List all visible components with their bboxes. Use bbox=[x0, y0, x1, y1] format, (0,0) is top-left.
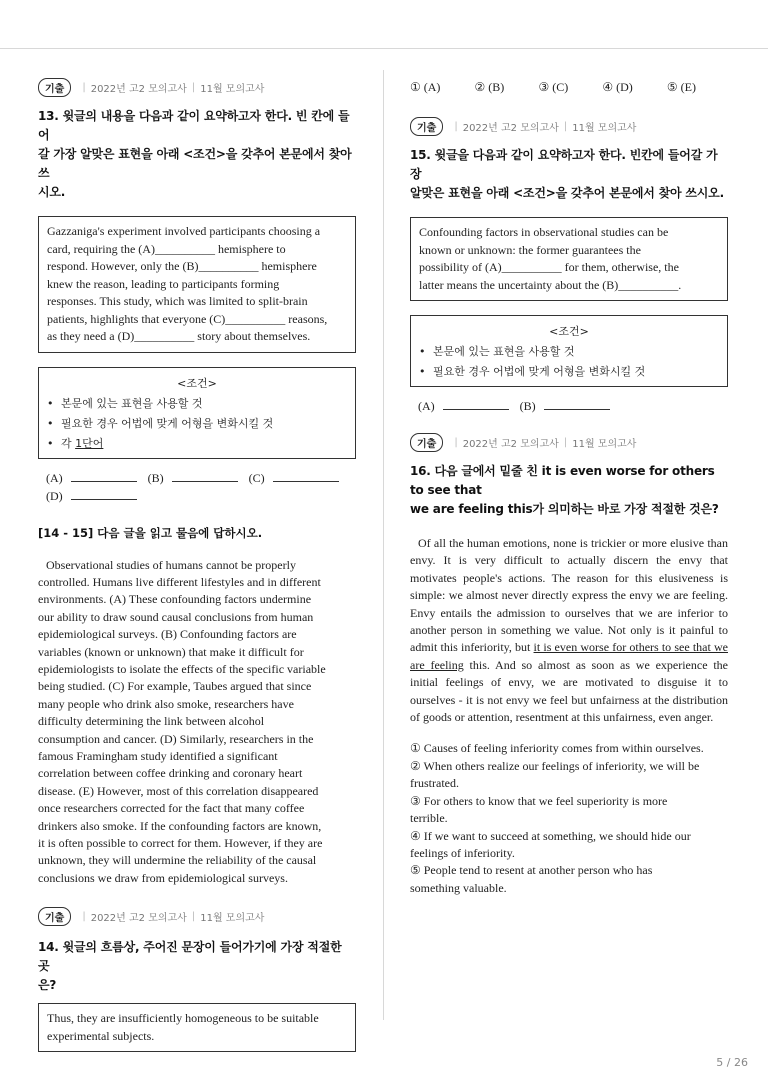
q15-conditions-box bbox=[410, 315, 728, 387]
exam-month: 11월 모의고사 bbox=[200, 84, 265, 95]
exam-badge: 기출 bbox=[410, 433, 443, 452]
q16-question: 16. 다음 글에서 밑줄 친 it is even worse for others to see that we are feeling this가 의미하는 바로 가장 적절한 것은? bbox=[410, 464, 719, 516]
answer-blank-a[interactable] bbox=[443, 399, 509, 410]
choice-1[interactable]: ① (A) bbox=[410, 80, 441, 94]
condition-item: • 본문에 있는 표현을 사용할 것 bbox=[419, 342, 719, 362]
q16-tag: 기출 | 2022년 고2 모의고사 | 11월 모의고사 bbox=[410, 433, 728, 452]
q15-tag: 기출 | 2022년 고2 모의고사 | 11월 모의고사 bbox=[410, 117, 728, 136]
bullet-icon: • bbox=[47, 436, 54, 450]
summary-line: patients, highlights that everyone (C)__________ reasons, bbox=[47, 311, 328, 326]
left-column bbox=[38, 78, 356, 1052]
q15-summary-box: Confounding factors in observational studies can be known or unknown: the former guarantees the possibility of (A)__________ for them, otherwise, the latter means the uncertainty about the (B)__________. bbox=[410, 217, 728, 301]
q13-answer-area: (A) (B) (C) (D) bbox=[38, 469, 356, 505]
condition-item: • 각 1단어 bbox=[47, 434, 347, 454]
q15-answer-area: (A) (B) bbox=[410, 397, 728, 415]
answer-blank-a[interactable] bbox=[71, 471, 137, 482]
exam-badge: 기출 bbox=[38, 907, 71, 926]
option-1[interactable]: ① Causes of feeling inferiority comes from within ourselves. bbox=[410, 741, 704, 756]
q13-tag: 기출 | 2022년 고2 모의고사 | 11월 모의고사 bbox=[38, 78, 356, 97]
q13-question bbox=[38, 107, 356, 202]
question-line: 13. 윗글의 내용을 다음과 같이 요약하고자 한다. 빈 칸에 들어 bbox=[38, 109, 350, 142]
choice-4[interactable]: ④ (D) bbox=[602, 80, 633, 94]
underlined-phrase: it is even worse for others to see that we are feeling bbox=[410, 640, 728, 672]
summary-line: knew the reason, leading to participants forming bbox=[47, 276, 280, 291]
conditions-title: <조건> bbox=[177, 376, 217, 390]
condition-item: • 본문에 있는 표현을 사용할 것 bbox=[47, 394, 347, 414]
question-line: 갈 가장 알맞은 표현을 아래 <조건>을 갖추어 본문에서 찾아 쓰 bbox=[38, 147, 352, 180]
passage-16: Of all the human emotions, none is trickier or more elusive than envy. It is very difficult to actually discern the envy that motivates people's actions. The reason for this elusiveness is simple: we almost never directly express the envy we are feeling. Envy entails the admission to ourselves that we are inferior to another person in something we value. Not only is it painful to admit this inferiority, but it is even worse for others to see that we are feeling this. And so almost as soon as we experience the initial feelings of envy, we are motivated to disguise it to ourselves - it is not envy we feel but unfairness at the distribution of goods or attention, resentment at this unfairness, even anger. bbox=[410, 536, 728, 725]
q14-sentence-box: Thus, they are insufficiently homogeneous to be suitable experimental subjects. bbox=[38, 1003, 356, 1052]
column-divider bbox=[383, 70, 384, 1020]
summary-line: as they need a (D)__________ story about themselves. bbox=[47, 329, 311, 343]
summary-line: responses. This study, which was limited to split-brain bbox=[47, 294, 308, 308]
option-5[interactable]: ⑤ People tend to resent at another person who has something valuable. bbox=[410, 863, 653, 895]
question-line: 시오. bbox=[38, 185, 66, 199]
choice-3[interactable]: ③ (C) bbox=[538, 80, 569, 94]
conditions-title: <조건> bbox=[549, 325, 589, 338]
bullet-icon: • bbox=[47, 396, 54, 410]
option-2[interactable]: ② When others realize our feelings of inferiority, we will be frustrated. bbox=[410, 758, 700, 791]
option-3[interactable]: ③ For others to know that we feel superiority is more terrible. bbox=[410, 793, 668, 826]
option-4[interactable]: ④ If we want to succeed at something, we should hide our feelings of inferiority. bbox=[410, 828, 691, 860]
q16-options bbox=[410, 740, 728, 897]
exam-month: 11월 모의고사 bbox=[572, 439, 637, 450]
answer-blank-b[interactable] bbox=[544, 399, 610, 410]
right-column bbox=[410, 78, 728, 897]
answer-blank-d[interactable] bbox=[71, 489, 137, 500]
condition-item: • 필요한 경우 어법에 맞게 어형을 변화시킬 것 bbox=[419, 362, 719, 382]
exam-badge: 기출 bbox=[410, 117, 443, 136]
summary-line: Gazzaniga's experiment involved participants choosing a bbox=[47, 224, 321, 238]
exam-year: 2022년 고2 모의고사 bbox=[462, 123, 559, 134]
summary-line: card, requiring the (A)__________ hemisphere to bbox=[47, 241, 286, 256]
q14-question: 14. 윗글의 흐름상, 주어진 문장이 들어가기에 가장 적절한 곳 은? bbox=[38, 940, 342, 993]
choice-2[interactable]: ② (B) bbox=[474, 80, 505, 94]
exam-year: 2022년 고2 모의고사 bbox=[90, 84, 187, 95]
exam-year: 2022년 고2 모의고사 bbox=[462, 439, 559, 450]
summary-line: respond. However, only the (B)__________ hemisphere bbox=[47, 259, 317, 273]
answer-blank-c[interactable] bbox=[273, 471, 339, 482]
exam-badge: 기출 bbox=[38, 78, 71, 97]
header-rule bbox=[0, 48, 768, 49]
page-number: 5 / 26 bbox=[716, 1056, 748, 1069]
exam-month: 11월 모의고사 bbox=[200, 913, 265, 925]
exam-year: 2022년 고2 모의고사 bbox=[90, 913, 187, 925]
q13-summary-box bbox=[38, 216, 356, 353]
q15-question: 15. 윗글을 다음과 같이 요약하고자 한다. 빈칸에 들어갈 가장 알맞은 표현을 아래 <조건>을 갖추어 본문에서 찾아 쓰시오. bbox=[410, 148, 724, 200]
bullet-icon: • bbox=[419, 345, 426, 358]
bullet-icon: • bbox=[419, 365, 426, 378]
passage-14-15: Observational studies of humans cannot be properly controlled. Humans live different lifestyles and in different environments. (A) These confounding factors undermine our ability to draw sound causal conclusions from human epidemiological surveys. (B) Confounding factors are variables (known or unknown) that make it difficult for epidemiologists to isolate the effects of the specific variable being studied. (C) For example, Taubes argued that since many people who drink also smoke, researchers have difficulty determining the link between alcohol consumption and cancer. (D) Similarly, researchers in the famous Framingham study identified a significant correlation between coffee drinking and coronary heart disease. (E) However, most of this correlation disappeared once researchers corrected for the fact that many coffee drinkers also smoke. If the confounding factors are known, it is often possible to correct for them. However, if they are unknown, they will undermine the reliability of the causal conclusions we draw from epidemiological surveys. bbox=[38, 557, 326, 885]
exam-month: 11월 모의고사 bbox=[572, 123, 637, 134]
q14-tag: 기출 | 2022년 고2 모의고사 | 11월 모의고사 bbox=[38, 907, 356, 926]
bullet-icon: • bbox=[47, 416, 54, 430]
q14-choices bbox=[410, 80, 696, 95]
section-title: [14 - 15] 다음 글을 읽고 물음에 답하시오. bbox=[38, 525, 263, 540]
choice-5[interactable]: ⑤ (E) bbox=[666, 80, 696, 94]
q13-conditions-box bbox=[38, 367, 356, 459]
answer-blank-b[interactable] bbox=[172, 471, 238, 482]
condition-item: • 필요한 경우 어법에 맞게 어형을 변화시킬 것 bbox=[47, 414, 347, 434]
